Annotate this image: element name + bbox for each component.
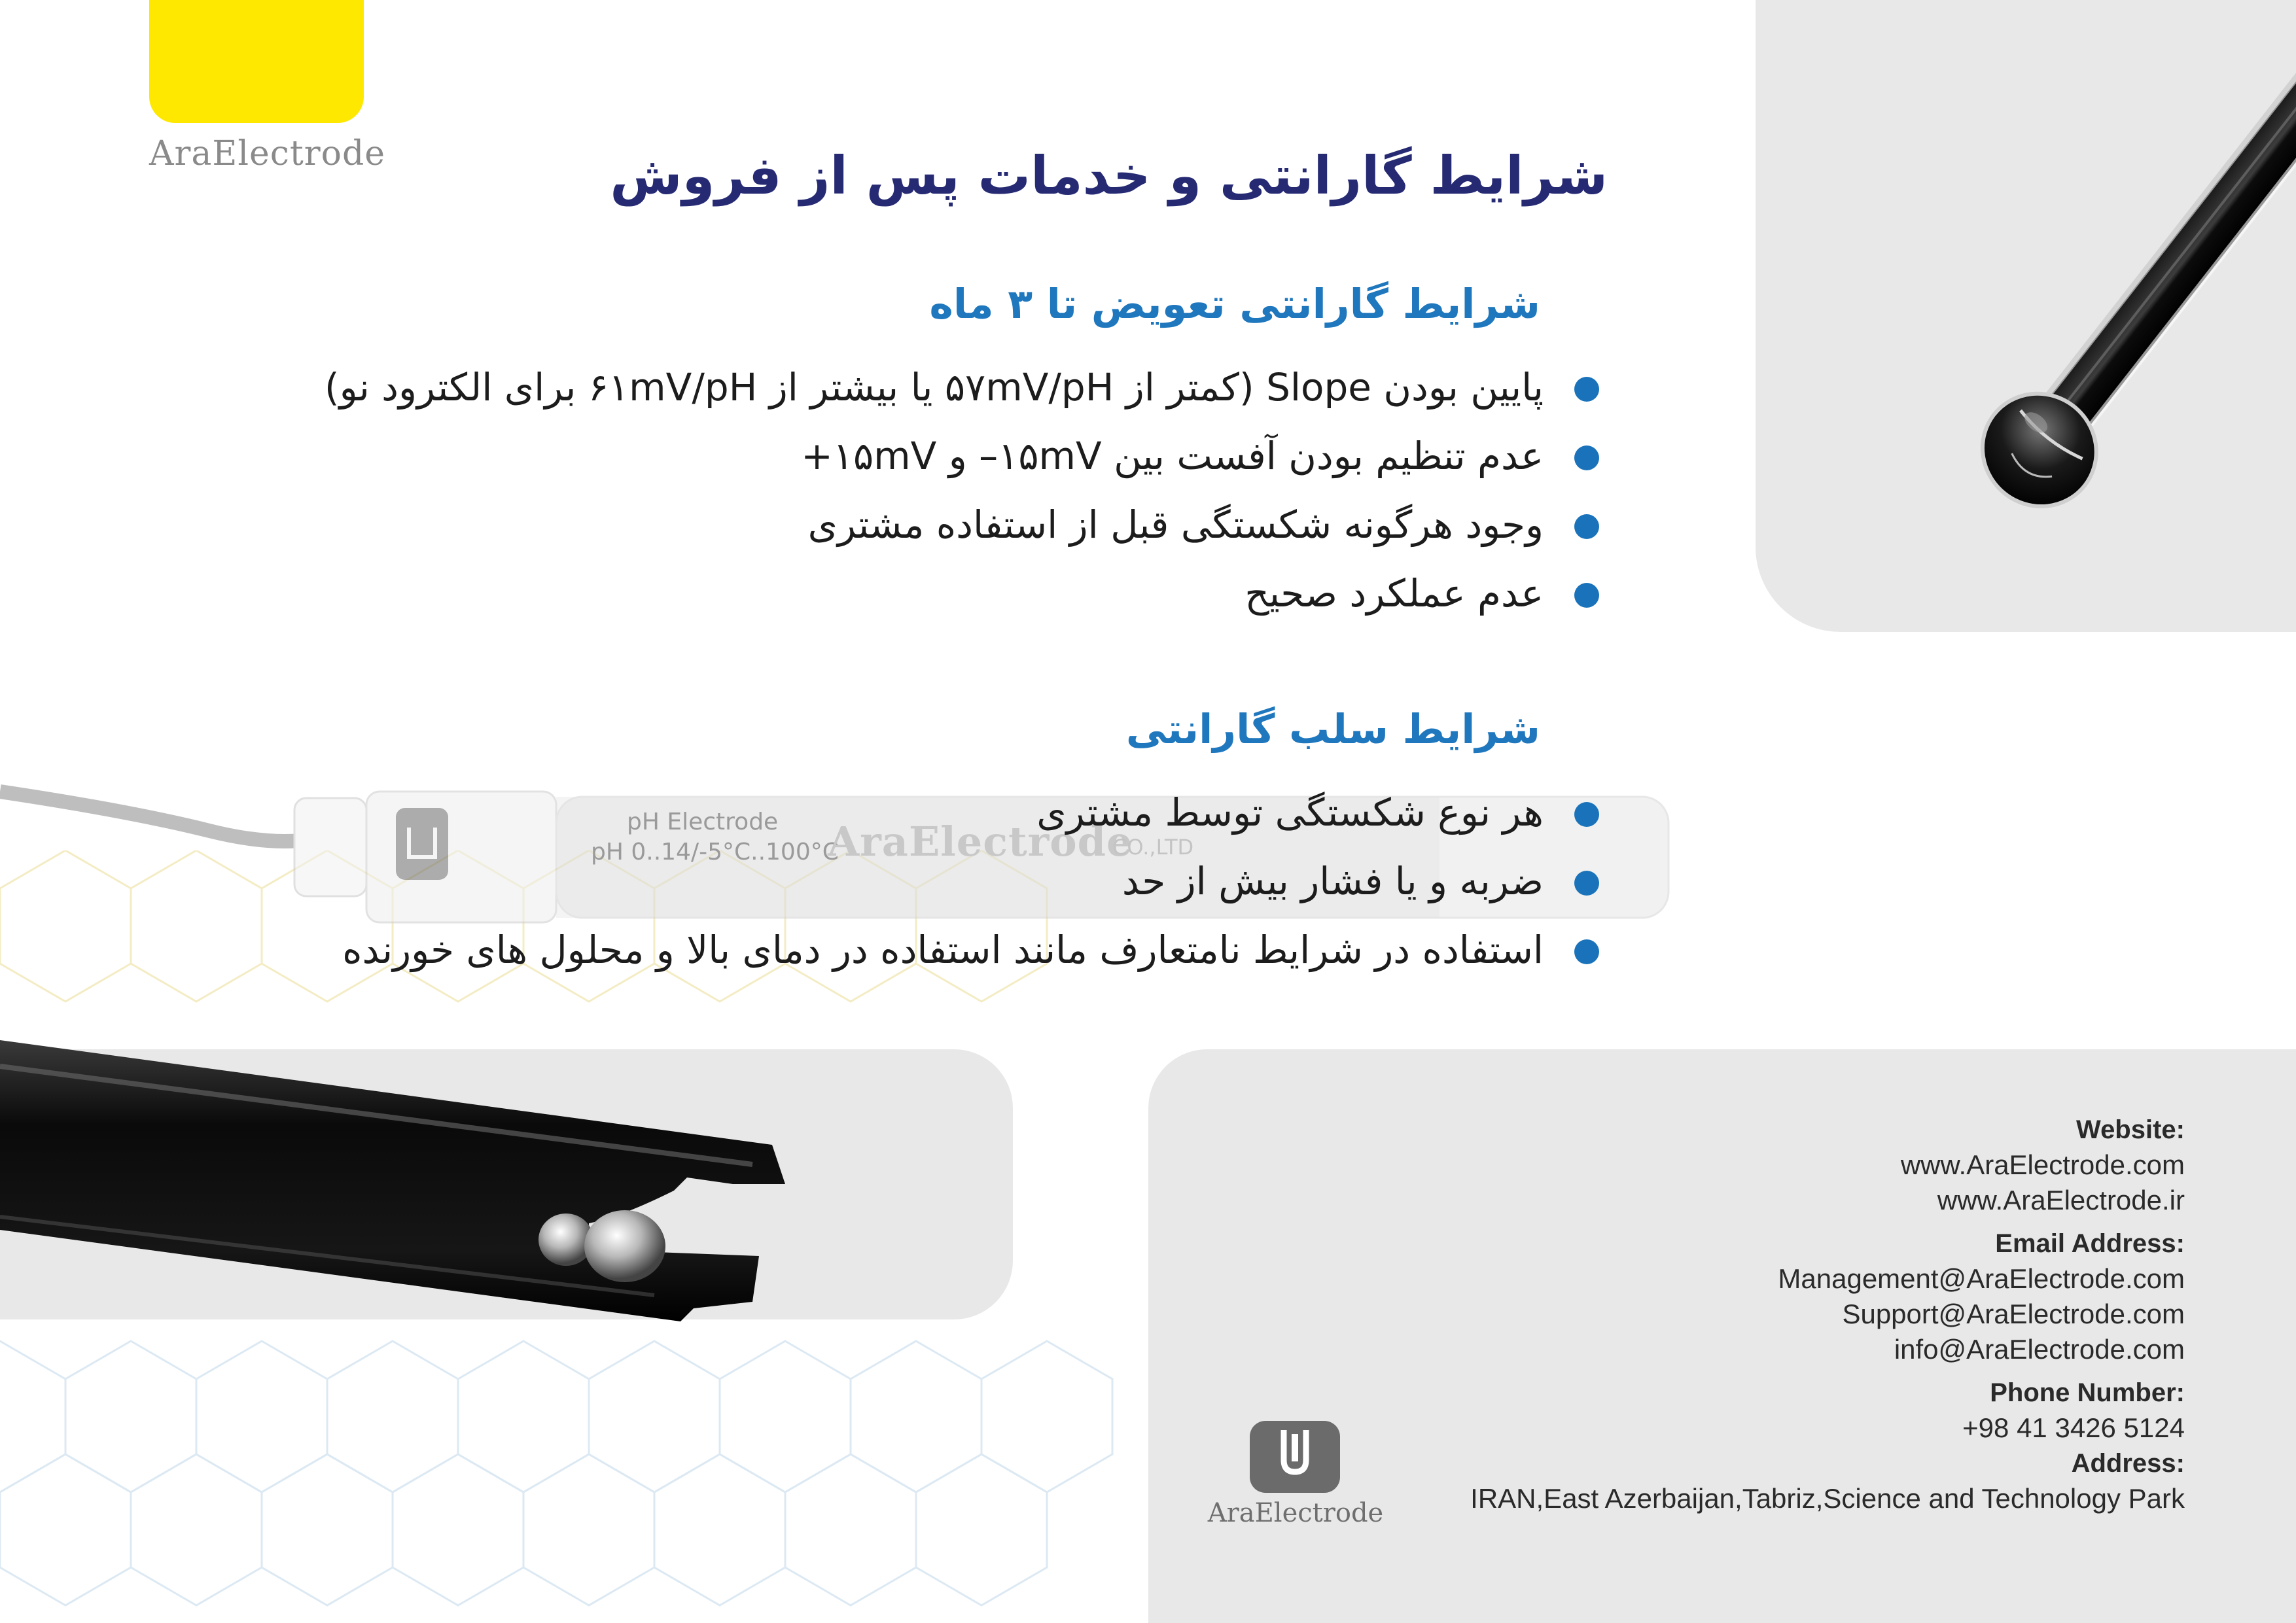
electrode-logo-icon	[1250, 1421, 1340, 1493]
bullet-dot-icon	[1574, 445, 1599, 470]
bullet-dot-icon	[1574, 377, 1599, 402]
electrode-end-image	[0, 1021, 851, 1348]
warranty-item	[325, 559, 1612, 628]
phone-label: Phone Number:	[1990, 1378, 2185, 1407]
contact-info	[1470, 1112, 2185, 1516]
address-text: IRAN,East Azerbaijan,Tabriz,Science and Technology Park	[1470, 1483, 2185, 1514]
brand-logo-block	[149, 0, 364, 123]
bullet-dot-icon	[1574, 802, 1599, 827]
warranty-list	[325, 353, 1612, 628]
email-link[interactable]: Management@AraElectrode.com	[1778, 1263, 2185, 1294]
void-list	[342, 778, 1612, 985]
void-item-text: استفاده در شرایط نامتعارف مانند استفاده در دمای بالا و محلول های خورنده	[342, 928, 1544, 972]
email-link[interactable]: Support@AraElectrode.com	[1842, 1299, 2185, 1329]
void-heading: شرایط سلب گارانتی	[1125, 705, 1540, 753]
warranty-heading: شرایط گارانتی تعویض تا ۳ ماه	[929, 280, 1540, 328]
warranty-item-text: عدم تنظیم بودن آفست بین ۱۵mV– و ۱۵mV+	[801, 434, 1544, 478]
email-link[interactable]: info@AraElectrode.com	[1894, 1334, 2185, 1365]
warranty-item	[325, 353, 1612, 422]
probe-label-brand: AraElectrode	[828, 818, 1133, 865]
footer-logo-text: AraElectrode	[1207, 1498, 1384, 1528]
void-item-text: ضربه و یا فشار بیش از حد	[1122, 859, 1544, 903]
warranty-item	[325, 422, 1612, 491]
void-item	[342, 778, 1612, 847]
probe-label-suffix: CO.,LTD	[1112, 835, 1194, 860]
bullet-dot-icon	[1574, 514, 1599, 539]
electrode-tip-image	[1756, 0, 2296, 632]
void-item-text: هر نوع شکستگی توسط مشتری	[1036, 790, 1544, 835]
address-label: Address:	[2071, 1449, 2185, 1478]
probe-label-line2: pH 0..14/-5°C..100°C	[591, 839, 839, 865]
warranty-item-text: پایین بودن Slope (کمتر از ۵۷mV/pH یا بیشتر از ۶۱mV/pH برای الکترود نو)	[325, 365, 1544, 410]
probe-label-line1: pH Electrode	[627, 809, 779, 835]
phone-number[interactable]: +98 41 3426 5124	[1962, 1412, 2185, 1443]
website-link[interactable]: www.AraElectrode.ir	[1937, 1185, 2185, 1215]
warranty-item-text: عدم عملکرد صحیح	[1245, 571, 1544, 616]
website-link[interactable]: www.AraElectrode.com	[1900, 1149, 2185, 1180]
email-label: Email Address:	[1995, 1229, 2185, 1258]
warranty-item	[325, 491, 1612, 559]
website-label: Website:	[2076, 1115, 2185, 1144]
page-title: شرایط گارانتی و خدمات پس از فروش	[610, 145, 1608, 206]
bullet-dot-icon	[1574, 939, 1599, 964]
brand-logo-text: AraElectrode	[149, 134, 386, 173]
void-item	[342, 916, 1612, 985]
warranty-item-text: وجود هرگونه شکستگی قبل از استفاده مشتری	[807, 502, 1544, 547]
void-item	[342, 847, 1612, 916]
bullet-dot-icon	[1574, 583, 1599, 608]
bullet-dot-icon	[1574, 871, 1599, 896]
